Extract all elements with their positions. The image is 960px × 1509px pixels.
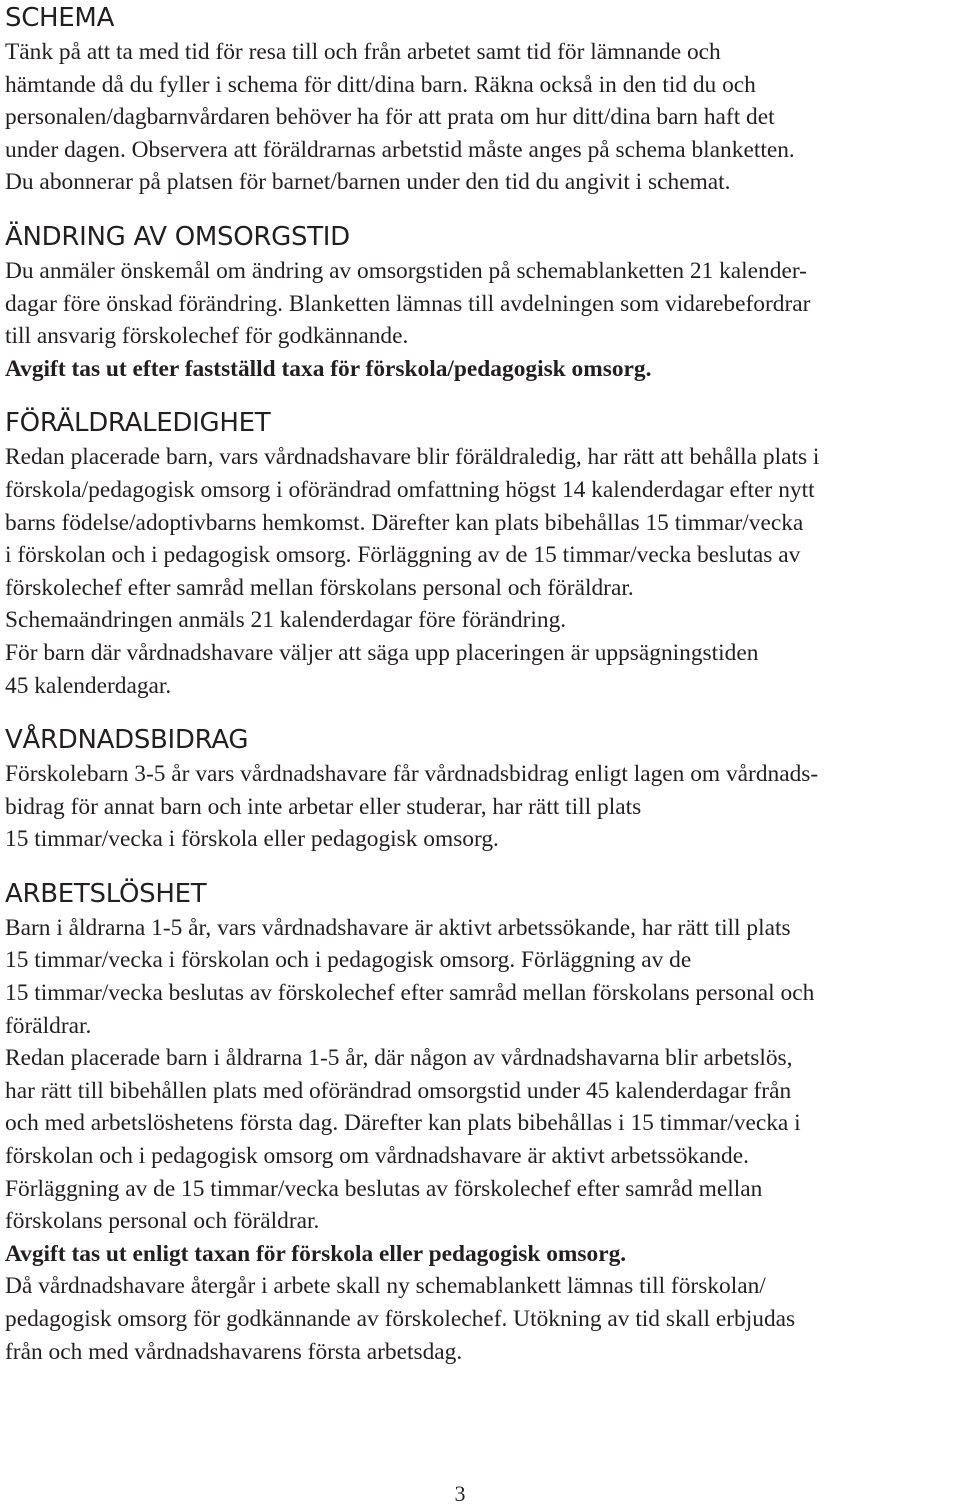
text-line: personalen/dagbarnvårdaren behöver ha för att prata om hur ditt/dina barn haft det [5,104,775,131]
section-body [5,441,957,702]
section-body [5,255,957,385]
text-line: 45 kalenderdagar. [5,672,172,699]
section-schema [5,0,957,199]
text-line: förskolechef efter samråd mellan förskolans personal och föräldrar. [5,574,634,601]
section-body [5,912,957,1368]
section-heading: FÖRÄLDRALEDIGHET [5,408,271,439]
fee-notice: Avgift tas ut enligt taxan för förskola eller pedagogisk omsorg. [5,1240,627,1267]
text-line: förskola/pedagogisk omsorg i oförändrad omfattning högst 14 kalenderdagar efter nytt [5,476,815,503]
section-arbetsloshet [5,876,957,1368]
text-line: dagar före önskad förändring. Blanketten lämnas till avdelningen som vidarebefordrar [5,290,811,317]
text-line: Redan placerade barn i åldrarna 1-5 år, där någon av vårdnadshavarna blir arbetslös, [5,1045,793,1072]
section-gap [5,856,957,876]
section-heading: ÄNDRING AV OMSORGSTID [5,221,350,252]
text-line: Schemaändringen anmäls 21 kalenderdagar före förändring. [5,607,567,634]
section-gap [5,702,957,722]
text-line: till ansvarig förskolechef för godkännande. [5,323,409,350]
text-line: Då vårdnadshavare återgår i arbete skall ny schemablankett lämnas till förskolan/ [5,1273,766,1300]
text-line: För barn där vårdnadshavare väljer att säga upp placeringen är uppsägningstiden [5,639,759,666]
section-gap [5,385,957,405]
text-line: barns födelse/adoptivbarns hemkomst. Därefter kan plats bibehållas 15 timmar/vecka [5,509,804,536]
text-line: från och med vårdnadshavarens första arbetsdag. [5,1338,463,1365]
text-line: föräldrar. [5,1012,92,1039]
text-line: Du abonnerar på platsen för barnet/barnen under den tid du angivit i schemat. [5,169,731,196]
text-line: 15 timmar/vecka beslutas av förskolechef efter samråd mellan förskolans personal och [5,980,815,1007]
text-line: hämtande då du fyller i schema för ditt/dina barn. Räkna också in den tid du och [5,71,756,98]
text-line: under dagen. Observera att föräldrarnas arbetstid måste anges på schema blanketten. [5,136,795,163]
text-line: har rätt till bibehållen plats med oförändrad omsorgstid under 45 kalenderdagar från [5,1077,792,1104]
page-number: 3 [454,1481,466,1506]
text-line: Redan placerade barn, vars vårdnadshavare blir föräldraledig, har rätt att behålla plats i [5,444,820,471]
text-line: Barn i åldrarna 1-5 år, vars vårdnadshavare är aktivt arbetssökande, har rätt till plats [5,914,791,941]
section-andring-av-omsorgstid [5,219,957,385]
text-line: 15 timmar/vecka i förskolan och i pedagogisk omsorg. Förläggning av de [5,947,692,974]
text-line: Förskolebarn 3-5 år vars vårdnadshavare får vårdnadsbidrag enligt lagen om vårdnads- [5,761,819,788]
text-line: förskolans personal och föräldrar. [5,1208,320,1235]
text-line: Tänk på att ta med tid för resa till och från arbetet samt tid för lämnande och [5,39,721,65]
text-line: förskolan och i pedagogisk omsorg om vårdnadshavare är aktivt arbetssökande. [5,1143,749,1170]
section-heading: SCHEMA [5,3,115,33]
section-gap [5,199,957,219]
text-line: bidrag för annat barn och inte arbetar eller studerar, har rätt till plats [5,793,642,820]
section-vardnadsbidrag [5,722,957,856]
fee-notice: Avgift tas ut efter fastställd taxa för förskola/pedagogisk omsorg. [5,355,652,382]
text-line: Du anmäler önskemål om ändring av omsorgstiden på schemablanketten 21 kalender- [5,257,807,284]
text-line: pedagogisk omsorg för godkännande av förskolechef. Utökning av tid skall erbjudas [5,1306,796,1332]
document-page [5,0,957,1368]
section-foraldraledighet [5,405,957,702]
section-body [5,36,957,199]
section-body [5,758,957,856]
text-line: Förläggning av de 15 timmar/vecka beslutas av förskolechef efter samråd mellan [5,1175,763,1202]
section-heading: VÅRDNADSBIDRAG [5,725,249,756]
text-line: och med arbetslöshetens första dag. Därefter kan plats bibehållas i 15 timmar/vecka i [5,1110,801,1137]
text-line: i förskolan och i pedagogisk omsorg. Förläggning av de 15 timmar/vecka beslutas av [5,542,801,569]
text-line: 15 timmar/vecka i förskola eller pedagogisk omsorg. [5,826,499,853]
section-heading: ARBETSLÖSHET [5,878,207,909]
